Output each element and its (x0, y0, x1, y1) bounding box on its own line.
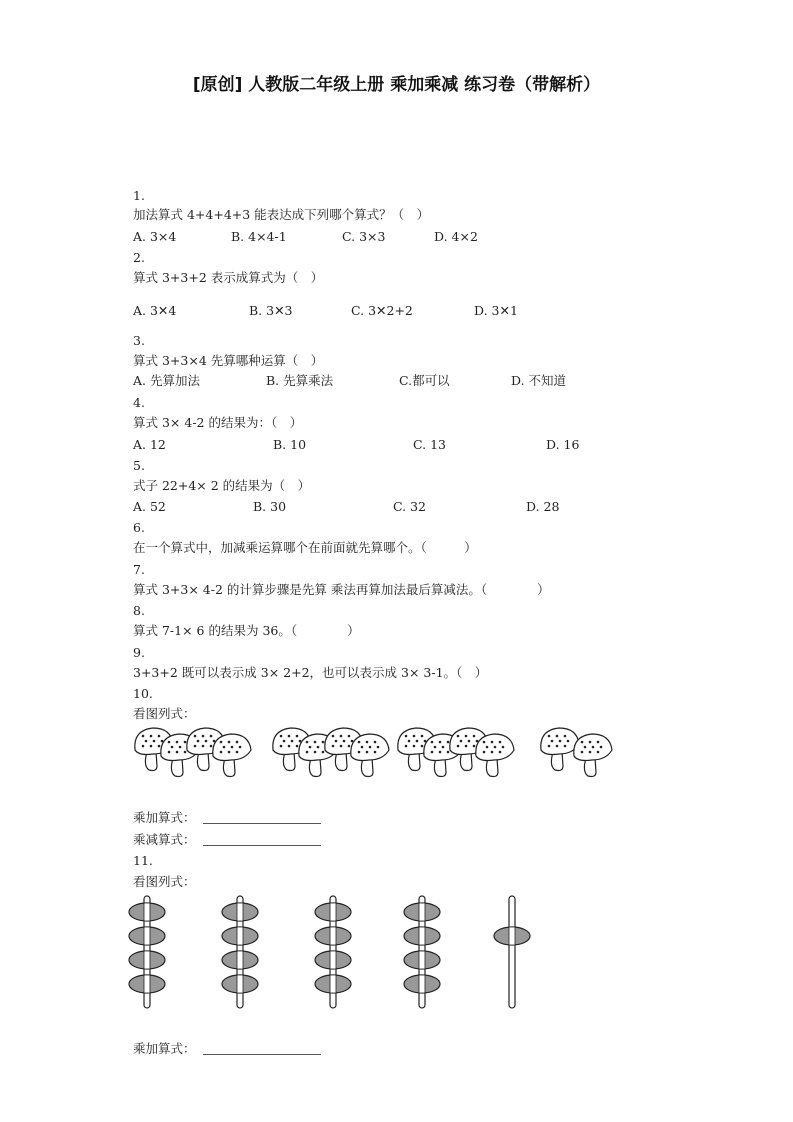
mushroom-dot (465, 735, 468, 738)
question-number: 6. (133, 520, 145, 535)
answer-blank[interactable] (203, 845, 321, 846)
mushroom-dot (486, 746, 489, 749)
mushroom-dot (468, 740, 471, 743)
mushroom-dot (239, 746, 242, 749)
mushroom-dot (556, 745, 559, 748)
mushroom-dot (567, 740, 570, 743)
mushroom-dot (309, 746, 312, 749)
mushroom-dot (340, 735, 343, 738)
mushroom-picture (125, 722, 625, 784)
mushroom-dot (358, 741, 361, 744)
mushroom-dot (366, 741, 369, 744)
mushroom-dot (288, 745, 291, 748)
mushroom-dot (202, 745, 205, 748)
mushroom-dot (153, 740, 156, 743)
mushroom-dot (499, 741, 502, 744)
mushroom-dot (202, 735, 205, 738)
question-number: 5. (133, 458, 145, 473)
answer-blank[interactable] (203, 1054, 321, 1055)
mushroom-dot (473, 735, 476, 738)
mushroom-dot (283, 740, 286, 743)
question-text: 3+3+2 既可以表示成 3× 2+2，也可以表示成 3× 3-1。（ ） (133, 665, 488, 680)
mushroom-dot (556, 735, 559, 738)
mushroom-dot (377, 746, 380, 749)
mushroom-dot (142, 735, 145, 738)
mushroom-dot (197, 740, 200, 743)
mushroom-dot (317, 746, 320, 749)
mushroom-dot (439, 741, 442, 744)
abacus-rod-segment (419, 927, 425, 945)
question-number: 7. (133, 562, 145, 577)
abacus-rod-segment (330, 951, 336, 969)
abacus-rod-segment (144, 975, 150, 993)
formula-label: 乘减算式： (133, 832, 196, 847)
mushroom-dot (457, 745, 460, 748)
question-text: 算式 3+3×4 先算哪种运算（ ） (133, 353, 324, 368)
mushroom-dot (280, 745, 283, 748)
mushroom-dot (597, 751, 600, 754)
mushroom-dot (158, 745, 161, 748)
question-number: 1. (133, 188, 145, 203)
mushroom-dot (405, 735, 408, 738)
page-title: [原创] 人教版二年级上册 乘加乘减 练习卷（带解析） (192, 75, 601, 95)
question-text: 算式 3+3× 4-2 的计算步骤是先算 乘法再算加法最后算减法。（ ） (133, 582, 550, 597)
formula-label: 乘加算式： (133, 1041, 196, 1056)
mushroom-dot (306, 741, 309, 744)
mushroom-dot (499, 751, 502, 754)
mushroom-dot (597, 741, 600, 744)
answer-option: C. 3×3 (342, 229, 386, 244)
mushroom-dot (374, 741, 377, 744)
mushroom-dot (421, 745, 424, 748)
mushroom-dot (405, 745, 408, 748)
mushroom-dot (168, 751, 171, 754)
mushroom-dot (314, 741, 317, 744)
question-number: 3. (133, 333, 145, 348)
answer-option: C. 32 (393, 499, 426, 514)
mushroom-dot (581, 751, 584, 754)
mushroom-dot (421, 735, 424, 738)
mushroom-dot (176, 751, 179, 754)
mushroom-dot (494, 746, 497, 749)
mushroom-dot (416, 740, 419, 743)
abacus-rod (509, 896, 515, 1008)
mushroom-dot (288, 735, 291, 738)
abacus-rod-segment (330, 975, 336, 993)
mushroom-dot (581, 741, 584, 744)
mushroom-dot (340, 745, 343, 748)
question-text: 看图列式： (133, 706, 196, 721)
mushroom-dot (332, 745, 335, 748)
mushroom-dot (358, 751, 361, 754)
mushroom-dot (220, 751, 223, 754)
mushroom-dot (194, 735, 197, 738)
answer-option: D. 4×2 (434, 229, 478, 244)
mushroom-dot (179, 746, 182, 749)
mushroom-dot (176, 741, 179, 744)
mushroom-dot (348, 735, 351, 738)
answer-option: A. 12 (133, 437, 166, 452)
mushroom-dot (158, 735, 161, 738)
mushroom-dot (413, 735, 416, 738)
answer-option: B. 4×4-1 (231, 229, 287, 244)
mushroom-dot (228, 741, 231, 744)
mushroom-dot (314, 751, 317, 754)
abacus-rod-segment (330, 903, 336, 921)
answer-option: A. 先算加法 (133, 373, 200, 388)
mushroom-dot (145, 740, 148, 743)
mushroom-dot (548, 745, 551, 748)
answer-option: A. 3✕4 (133, 303, 177, 318)
mushroom-dot (210, 735, 213, 738)
question-number: 10. (133, 686, 153, 701)
mushroom-dot (280, 735, 283, 738)
mushroom-dot (434, 746, 437, 749)
mushroom-dot (184, 741, 187, 744)
answer-option: B. 3✕3 (249, 303, 293, 318)
mushroom-dot (236, 751, 239, 754)
question-text: 看图列式： (133, 874, 196, 889)
abacus-rod-segment (237, 975, 243, 993)
mushroom-dot (564, 745, 567, 748)
mushroom-dot (548, 735, 551, 738)
mushroom-dot (171, 746, 174, 749)
answer-option: B. 先算乘法 (266, 373, 334, 388)
mushroom-dot (600, 746, 603, 749)
abacus-picture (125, 892, 545, 1014)
abacus-rod-segment (237, 951, 243, 969)
mushroom-dot (296, 735, 299, 738)
answer-option: B. 10 (273, 437, 307, 452)
question-text: 算式 3× 4-2 的结果为：（ ） (133, 415, 303, 430)
question-number: 8. (133, 603, 145, 618)
mushroom-dot (322, 751, 325, 754)
mushroom-dot (322, 741, 325, 744)
abacus-rod-segment (419, 951, 425, 969)
mushroom-dot (223, 746, 226, 749)
answer-option: B. 30 (253, 499, 287, 514)
abacus-rod-segment (419, 975, 425, 993)
mushroom-dot (447, 751, 450, 754)
mushroom-dot (584, 746, 587, 749)
answer-option: D. 16 (546, 437, 580, 452)
answer-option: D. 28 (526, 499, 560, 514)
mushroom-dot (589, 751, 592, 754)
mushroom-dot (491, 751, 494, 754)
answer-option: D. 不知道 (511, 373, 567, 388)
formula-label: 乘加算式： (133, 810, 196, 825)
mushroom-dot (369, 746, 372, 749)
mushroom-dot (431, 751, 434, 754)
mushroom-dot (491, 741, 494, 744)
mushroom-dot (559, 740, 562, 743)
answer-option: A. 52 (133, 499, 166, 514)
mushroom-dot (236, 741, 239, 744)
abacus-rod-segment (144, 903, 150, 921)
answer-option: C. 13 (413, 437, 446, 452)
mushroom-dot (589, 741, 592, 744)
mushroom-dot (473, 745, 476, 748)
mushroom-dot (408, 740, 411, 743)
question-text: 式子 22+4× 2 的结果为（ ） (133, 478, 311, 493)
mushroom-dot (483, 751, 486, 754)
mushroom-dot (291, 740, 294, 743)
mushroom-dot (374, 751, 377, 754)
mushroom-dot (150, 735, 153, 738)
mushroom-dot (142, 745, 145, 748)
answer-blank[interactable] (203, 823, 321, 824)
question-number: 11. (133, 853, 153, 868)
mushroom-dot (228, 751, 231, 754)
mushroom-dot (465, 745, 468, 748)
mushroom-dot (184, 751, 187, 754)
mushroom-dot (210, 745, 213, 748)
mushroom-dot (413, 745, 416, 748)
mushroom-dot (483, 741, 486, 744)
question-number: 4. (133, 395, 145, 410)
abacus-rod-segment (419, 903, 425, 921)
mushroom-dot (343, 740, 346, 743)
answer-option: D. 3✕1 (474, 303, 518, 318)
question-number: 2. (133, 250, 145, 265)
answer-option: C. 3✕2+2 (351, 303, 413, 318)
question-number: 9. (133, 645, 145, 660)
abacus-rod-segment (144, 951, 150, 969)
mushroom-dot (439, 751, 442, 754)
answer-option: C.都可以 (399, 373, 450, 388)
mushroom-dot (348, 745, 351, 748)
answer-option: A. 3×4 (133, 229, 177, 244)
mushroom-dot (551, 740, 554, 743)
mushroom-dot (460, 740, 463, 743)
mushroom-dot (194, 745, 197, 748)
abacus-rod-segment (237, 927, 243, 945)
abacus-rod-segment (509, 927, 515, 945)
mushroom-dot (220, 741, 223, 744)
question-text: 在一个算式中，加减乘运算哪个在前面就先算哪个。（ ） (133, 540, 477, 555)
mushroom-dot (296, 745, 299, 748)
mushroom-dot (502, 746, 505, 749)
mushroom-dot (457, 735, 460, 738)
mushroom-dot (205, 740, 208, 743)
question-text: 加法算式 4+4+4+3 能表达成下列哪个算式？（ ） (133, 207, 430, 222)
abacus-rod-segment (144, 927, 150, 945)
mushroom-dot (366, 751, 369, 754)
mushroom-dot (431, 741, 434, 744)
abacus-rod-segment (237, 903, 243, 921)
mushroom-dot (564, 735, 567, 738)
abacus-rod-segment (330, 927, 336, 945)
mushroom-dot (150, 745, 153, 748)
mushroom-dot (306, 751, 309, 754)
mushroom-dot (592, 746, 595, 749)
mushroom-dot (335, 740, 338, 743)
mushroom-dot (332, 735, 335, 738)
question-text: 算式 3+3+2 表示成算式为（ ） (133, 270, 324, 285)
mushroom-dot (442, 746, 445, 749)
mushroom-dot (361, 746, 364, 749)
mushroom-dot (168, 741, 171, 744)
mushroom-dot (231, 746, 234, 749)
question-text: 算式 7-1× 6 的结果为 36。（ ） (133, 623, 360, 638)
mushroom-dot (447, 741, 450, 744)
